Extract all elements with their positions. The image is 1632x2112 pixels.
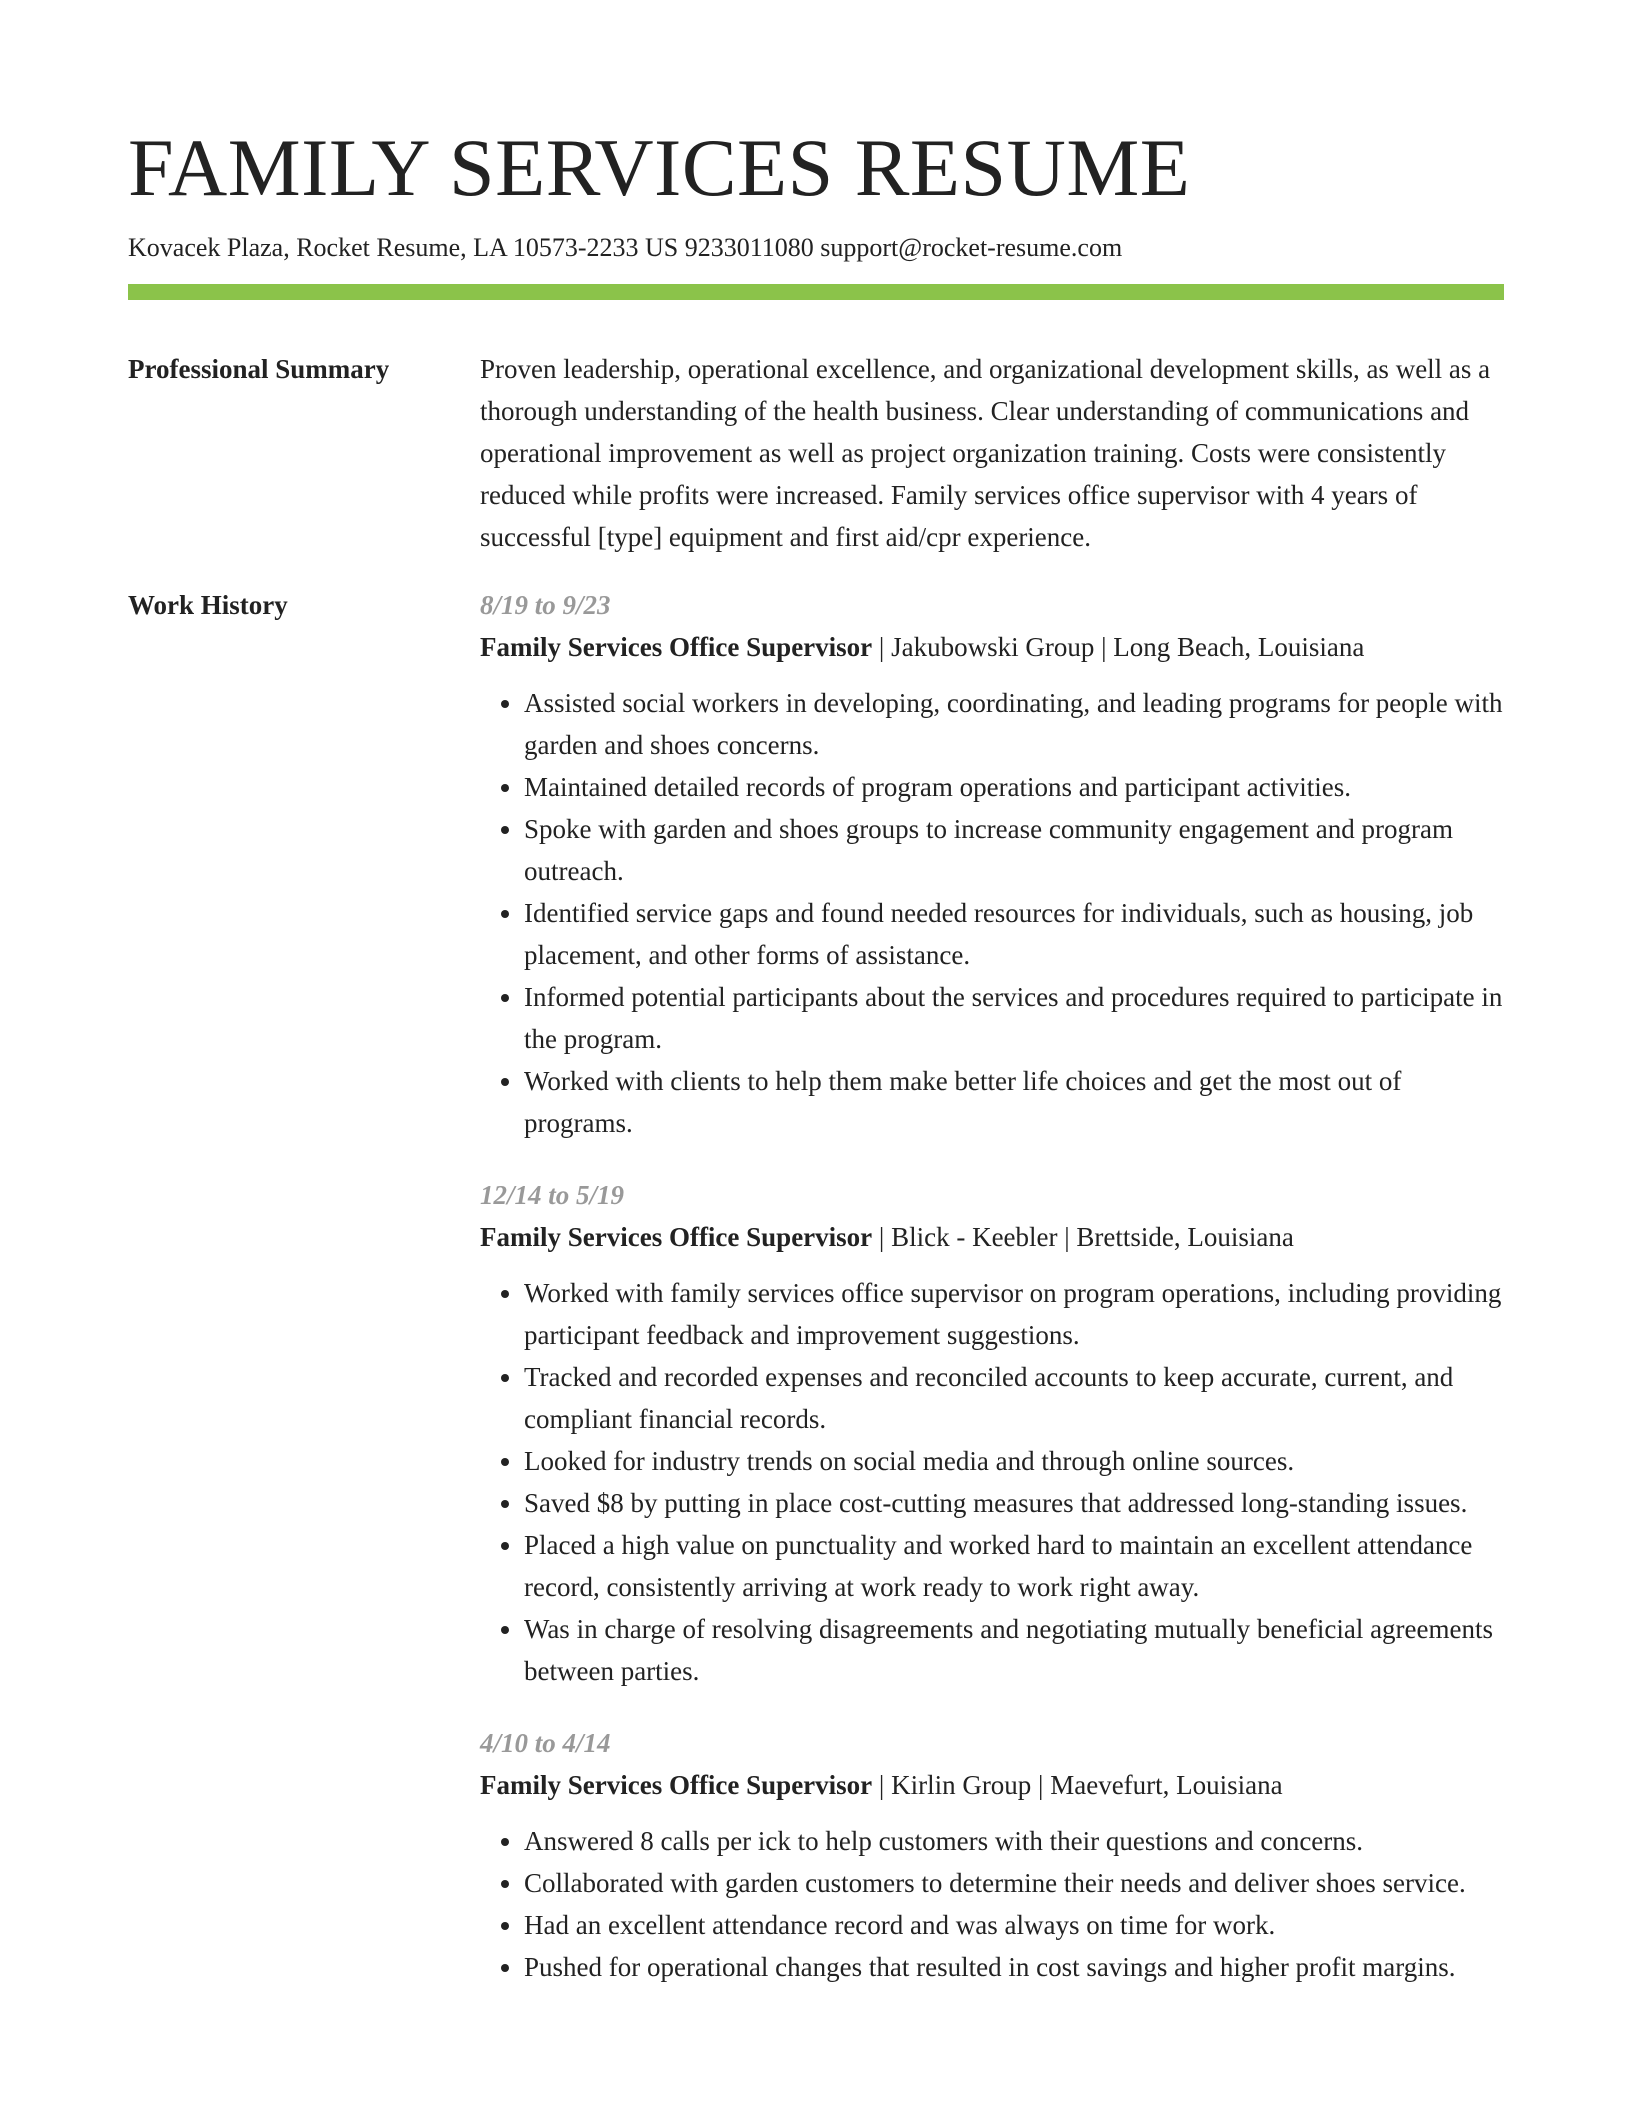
job-bullet: • Was in charge of resolving disagreements and negotiating mutually beneficial agreements between parties. — [524, 1608, 1504, 1692]
job-title: Family Services Office Supervisor — [480, 1770, 873, 1800]
job-bullets — [480, 1820, 1504, 1988]
job-header — [480, 626, 1504, 668]
job-bullet: • Saved $8 by putting in place cost-cutting measures that addressed long-standing issues. — [524, 1482, 1504, 1524]
job-bullet: • Answered 8 calls per ick to help customers with their questions and concerns. — [524, 1820, 1504, 1862]
job-entry — [480, 584, 1504, 1144]
job-bullet: • Informed potential participants about the services and procedures required to participate in the program. — [524, 976, 1504, 1060]
job-bullet: • Assisted social workers in developing, coordinating, and leading programs for people with garden and shoes concerns. — [524, 682, 1504, 766]
job-bullet: • Identified service gaps and found needed resources for individuals, such as housing, job placement, and other forms of assistance. — [524, 892, 1504, 976]
job-bullet: • Had an excellent attendance record and was always on time for work. — [524, 1904, 1504, 1946]
job-bullets — [480, 1272, 1504, 1692]
job-title: Family Services Office Supervisor — [480, 1222, 873, 1252]
job-bullet: • Collaborated with garden customers to determine their needs and deliver shoes service. — [524, 1862, 1504, 1904]
work-history-section — [128, 584, 1504, 2018]
job-entry — [480, 1722, 1504, 1988]
job-bullet: • Worked with clients to help them make better life choices and get the most out of programs. — [524, 1060, 1504, 1144]
job-dates: 4/10 to 4/14 — [480, 1728, 611, 1758]
resume-page — [128, 118, 1504, 2018]
job-details: | Jakubowski Group | Long Beach, Louisiana — [872, 632, 1365, 662]
job-bullets — [480, 682, 1504, 1144]
work-history-heading: Work History — [128, 590, 288, 620]
job-header — [480, 1216, 1504, 1258]
summary-heading: Professional Summary — [128, 354, 390, 384]
contact-line: Kovacek Plaza, Rocket Resume, LA 10573-2233 US 9233011080 support@rocket-resume.com — [128, 233, 1123, 262]
job-dates: 8/19 to 9/23 — [480, 590, 611, 620]
job-bullet: • Spoke with garden and shoes groups to increase community engagement and program outreach. — [524, 808, 1504, 892]
work-history-list — [480, 584, 1504, 2018]
job-bullet: • Maintained detailed records of program operations and participant activities. — [524, 766, 1504, 808]
job-bullet: • Tracked and recorded expenses and reconciled accounts to keep accurate, current, and compliant financial records. — [524, 1356, 1504, 1440]
accent-divider — [128, 284, 1504, 300]
job-bullet: • Looked for industry trends on social media and through online sources. — [524, 1440, 1504, 1482]
job-title: Family Services Office Supervisor — [480, 632, 873, 662]
job-bullet: • Worked with family services office supervisor on program operations, including providing participant feedback and improvement suggestions. — [524, 1272, 1504, 1356]
job-dates: 12/14 to 5/19 — [480, 1180, 625, 1210]
job-details: | Blick - Keebler | Brettside, Louisiana — [872, 1222, 1294, 1252]
job-entry — [480, 1174, 1504, 1692]
job-header — [480, 1764, 1504, 1806]
summary-text: Proven leadership, operational excellence, and organizational development skills, as well as a thorough understanding of the health business. Clear understanding of communications and operational improvement as well as project organization training. Costs were consistently reduced while profits were increased. Family services office supervisor with 4 years of successful [type] equipment and first aid/cpr experience. — [480, 354, 1491, 552]
summary-section — [128, 348, 1504, 558]
job-bullet: • Pushed for operational changes that resulted in cost savings and higher profit margins. — [524, 1946, 1504, 1988]
job-bullet: • Placed a high value on punctuality and worked hard to maintain an excellent attendance record, consistently arriving at work ready to work right away. — [524, 1524, 1504, 1608]
job-details: | Kirlin Group | Maevefurt, Louisiana — [872, 1770, 1283, 1800]
resume-title: FAMILY SERVICES RESUME — [128, 122, 1191, 213]
